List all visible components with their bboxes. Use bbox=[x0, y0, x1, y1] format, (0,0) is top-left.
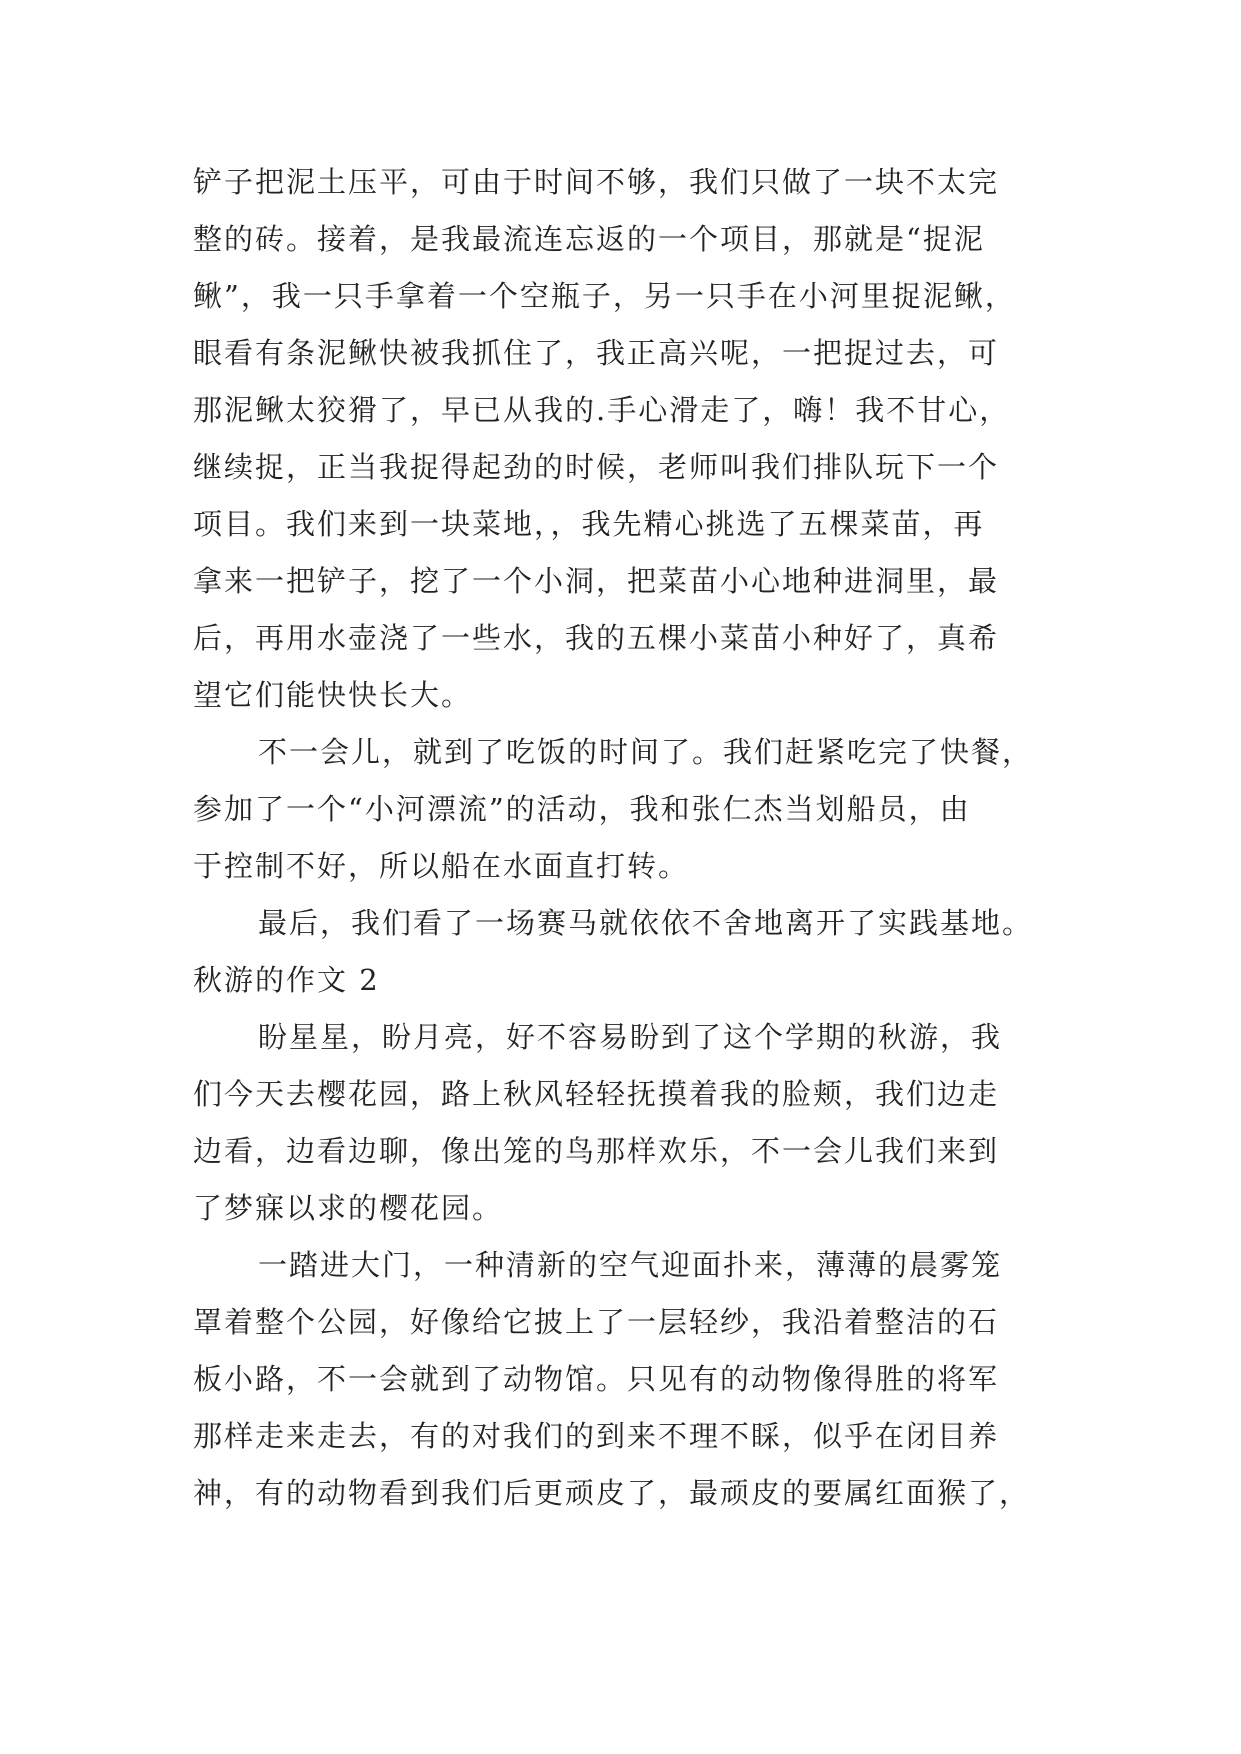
text-line: 后，再用水壶浇了一些水，我的五棵小菜苗小种好了，真希 bbox=[193, 621, 1000, 655]
text-line: 罩着整个公园，好像给它披上了一层轻纱，我沿着整洁的石 bbox=[193, 1305, 1000, 1339]
text-line: 们今天去樱花园，路上秋风轻轻抚摸着我的脸颊，我们边走 bbox=[193, 1077, 1000, 1111]
section-heading: 秋游的作文 2 bbox=[193, 963, 380, 997]
text-line: 不一会儿，就到了吃饭的时间了。我们赶紧吃完了快餐， bbox=[258, 735, 1034, 769]
text-line: 继续捉，正当我捉得起劲的时候，老师叫我们排队玩下一个 bbox=[193, 450, 1000, 484]
text-line: 于控制不好，所以船在水面直打转。 bbox=[193, 849, 690, 883]
text-line: 神，有的动物看到我们后更顽皮了，最顽皮的要属红面猴了， bbox=[193, 1476, 1031, 1510]
text-line: 盼星星，盼月亮，好不容易盼到了这个学期的秋游，我 bbox=[258, 1020, 1003, 1054]
text-line: 那样走来走去，有的对我们的到来不理不睬，似乎在闭目养 bbox=[193, 1419, 1000, 1453]
text-line: 项目。我们来到一块菜地，，我先精心挑选了五棵菜苗，再 bbox=[193, 507, 985, 541]
text-line: 整的砖。接着，是我最流连忘返的一个项目，那就是“捉泥 bbox=[193, 222, 985, 256]
text-line: 铲子把泥土压平，可由于时间不够，我们只做了一块不太完 bbox=[193, 165, 1000, 199]
text-line: 边看，边看边聊，像出笼的鸟那样欢乐，不一会儿我们来到 bbox=[193, 1134, 1000, 1168]
text-line: 参加了一个“小河漂流”的活动，我和张仁杰当划船员，由 bbox=[193, 792, 971, 826]
text-line: 鳅”，我一只手拿着一个空瓶子，另一只手在小河里捉泥鳅， bbox=[193, 279, 1016, 313]
text-line: 眼看有条泥鳅快被我抓住了，我正高兴呢，一把捉过去，可 bbox=[193, 336, 1000, 370]
text-line: 最后，我们看了一场赛马就依依不舍地离开了实践基地。 bbox=[258, 906, 1034, 940]
text-line: 拿来一把铲子，挖了一个小洞，把菜苗小心地种进洞里，最 bbox=[193, 564, 1000, 598]
text-line: 望它们能快快长大。 bbox=[193, 678, 473, 712]
text-line: 那泥鳅太狡猾了，早已从我的.手心滑走了，嗨！我不甘心， bbox=[193, 393, 1011, 427]
text-line: 一踏进大门，一种清新的空气迎面扑来，薄薄的晨雾笼 bbox=[258, 1248, 1003, 1282]
text-line: 板小路，不一会就到了动物馆。只见有的动物像得胜的将军 bbox=[193, 1362, 1000, 1396]
text-line: 了梦寐以求的樱花园。 bbox=[193, 1191, 504, 1225]
